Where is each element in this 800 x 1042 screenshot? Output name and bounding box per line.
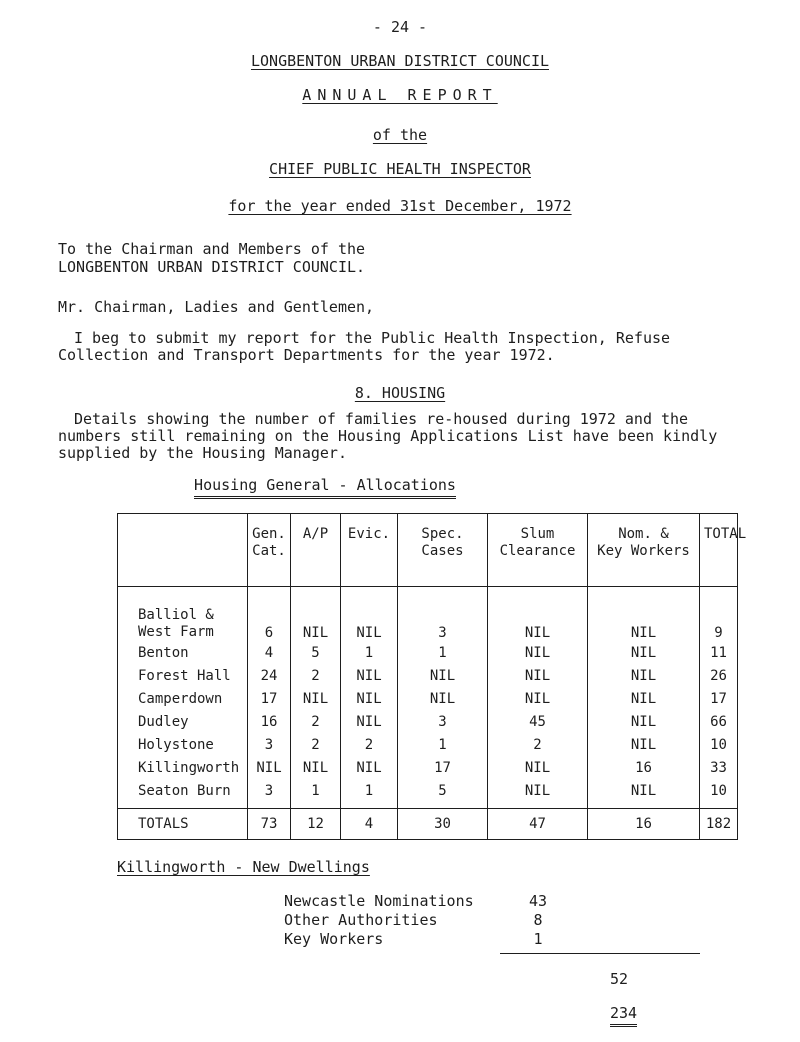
- header-total: TOTAL: [700, 514, 738, 587]
- table-cell: NIL: [341, 587, 398, 642]
- table-cell: 2: [341, 733, 398, 756]
- table-cell: NIL: [488, 664, 588, 687]
- header-area: [118, 514, 248, 587]
- table-cell: 9: [700, 587, 738, 642]
- table-cell: 17: [700, 687, 738, 710]
- area-cell: Killingworth: [118, 756, 248, 779]
- salutation-line-2: LONGBENTON URBAN DISTRICT COUNCIL.: [58, 258, 366, 276]
- table-cell: 1: [398, 641, 488, 664]
- sum-divider: [500, 953, 700, 954]
- table-cell: NIL: [341, 664, 398, 687]
- header-evic: Evic.: [341, 514, 398, 587]
- table-cell: NIL: [588, 687, 700, 710]
- table-cell: NIL: [291, 587, 341, 642]
- table-cell: 11: [700, 641, 738, 664]
- table-cell: 1: [341, 779, 398, 809]
- list-item: Newcastle Nominations 43: [284, 892, 548, 910]
- table-row: [118, 687, 738, 710]
- table-heading: Housing General - Allocations: [0, 476, 650, 494]
- totals-row: [118, 809, 738, 840]
- table-cell: NIL: [588, 779, 700, 809]
- housing-paragraph: Details showing the number of families re-housed during 1972 and the numbers still remaining on the Housing Applications List have been kindly supplied by the Housing Manager.: [58, 410, 718, 462]
- report-title: ANNUAL REPORT: [302, 86, 498, 104]
- area-cell: Holystone: [118, 733, 248, 756]
- table-row: [118, 756, 738, 779]
- table-cell: 2: [291, 733, 341, 756]
- table-row: [118, 664, 738, 687]
- table-cell: 10: [700, 733, 738, 756]
- area-cell: Balliol & West Farm: [118, 587, 248, 642]
- table-cell: 3: [248, 779, 291, 809]
- table-cell: 4: [248, 641, 291, 664]
- table-cell: 16: [588, 809, 700, 840]
- killingworth-heading: Killingworth - New Dwellings: [117, 858, 370, 876]
- grand-total: 234: [610, 1004, 637, 1022]
- header-gen-cat: Gen. Cat.: [248, 514, 291, 587]
- header-ap: A/P: [291, 514, 341, 587]
- table-row: [118, 779, 738, 809]
- table-cell: 1: [398, 733, 488, 756]
- table-row: [118, 733, 738, 756]
- table-cell: 73: [248, 809, 291, 840]
- table-header-row: [118, 514, 738, 587]
- table-cell: 2: [291, 710, 341, 733]
- header-nom-key-workers: Nom. & Key Workers: [588, 514, 700, 587]
- salutation-line-1: To the Chairman and Members of the: [58, 240, 366, 258]
- section-heading: 8. HOUSING: [354, 384, 446, 402]
- table-cell: 24: [248, 664, 291, 687]
- table-cell: 12: [291, 809, 341, 840]
- table-cell: NIL: [588, 710, 700, 733]
- table-cell: 47: [488, 809, 588, 840]
- table-cell: NIL: [341, 687, 398, 710]
- table-cell: 16: [588, 756, 700, 779]
- allocations-table: [117, 513, 747, 840]
- table-row: [118, 587, 738, 642]
- table-cell: NIL: [341, 756, 398, 779]
- table-cell: NIL: [248, 756, 291, 779]
- table-cell: NIL: [398, 687, 488, 710]
- table-cell: NIL: [488, 779, 588, 809]
- area-cell: TOTALS: [118, 809, 248, 840]
- header-spec-cases: Spec. Cases: [398, 514, 488, 587]
- table-cell: 3: [398, 587, 488, 642]
- table-row: [118, 641, 738, 664]
- table-cell: NIL: [588, 733, 700, 756]
- table-cell: NIL: [398, 664, 488, 687]
- of-the: of the: [372, 126, 428, 144]
- table-cell: 30: [398, 809, 488, 840]
- list-item: Key Workers 1: [284, 930, 543, 948]
- table-cell: NIL: [588, 587, 700, 642]
- subtotal: 52: [610, 970, 629, 988]
- table-cell: 1: [291, 779, 341, 809]
- table-cell: 26: [700, 664, 738, 687]
- list-item: Other Authorities 8: [284, 911, 543, 929]
- table-cell: NIL: [488, 687, 588, 710]
- council-title: LONGBENTON URBAN DISTRICT COUNCIL: [250, 52, 549, 70]
- table-cell: NIL: [588, 641, 700, 664]
- header-slum-clearance: Slum Clearance: [488, 514, 588, 587]
- inspector-title: CHIEF PUBLIC HEALTH INSPECTOR: [269, 160, 531, 178]
- table-cell: 5: [398, 779, 488, 809]
- area-cell: Dudley: [118, 710, 248, 733]
- table-cell: NIL: [341, 710, 398, 733]
- table-cell: 17: [248, 687, 291, 710]
- area-cell: Camperdown: [118, 687, 248, 710]
- area-cell: Benton: [118, 641, 248, 664]
- table-cell: 45: [488, 710, 588, 733]
- table-cell: 2: [488, 733, 588, 756]
- table-cell: 33: [700, 756, 738, 779]
- table-cell: NIL: [488, 756, 588, 779]
- table-cell: 4: [341, 809, 398, 840]
- page-number: - 24 -: [372, 18, 428, 36]
- greeting: Mr. Chairman, Ladies and Gentlemen,: [58, 298, 375, 316]
- table-cell: 10: [700, 779, 738, 809]
- table-cell: 16: [248, 710, 291, 733]
- table-cell: 6: [248, 587, 291, 642]
- intro-paragraph: I beg to submit my report for the Public Health Inspection, Refuse Collection and Transport Departments for the year 1972.: [58, 329, 671, 364]
- table-cell: 5: [291, 641, 341, 664]
- table-cell: NIL: [291, 687, 341, 710]
- table-cell: NIL: [291, 756, 341, 779]
- table-cell: 3: [248, 733, 291, 756]
- year-line: for the year ended 31st December, 1972: [228, 197, 572, 215]
- table-cell: 17: [398, 756, 488, 779]
- table-cell: 182: [700, 809, 738, 840]
- table-cell: 1: [341, 641, 398, 664]
- table-cell: 3: [398, 710, 488, 733]
- table-cell: 66: [700, 710, 738, 733]
- table-cell: NIL: [488, 587, 588, 642]
- table-cell: NIL: [588, 664, 700, 687]
- area-cell: Forest Hall: [118, 664, 248, 687]
- table-cell: NIL: [488, 641, 588, 664]
- table-cell: 2: [291, 664, 341, 687]
- table-row: [118, 710, 738, 733]
- area-cell: Seaton Burn: [118, 779, 248, 809]
